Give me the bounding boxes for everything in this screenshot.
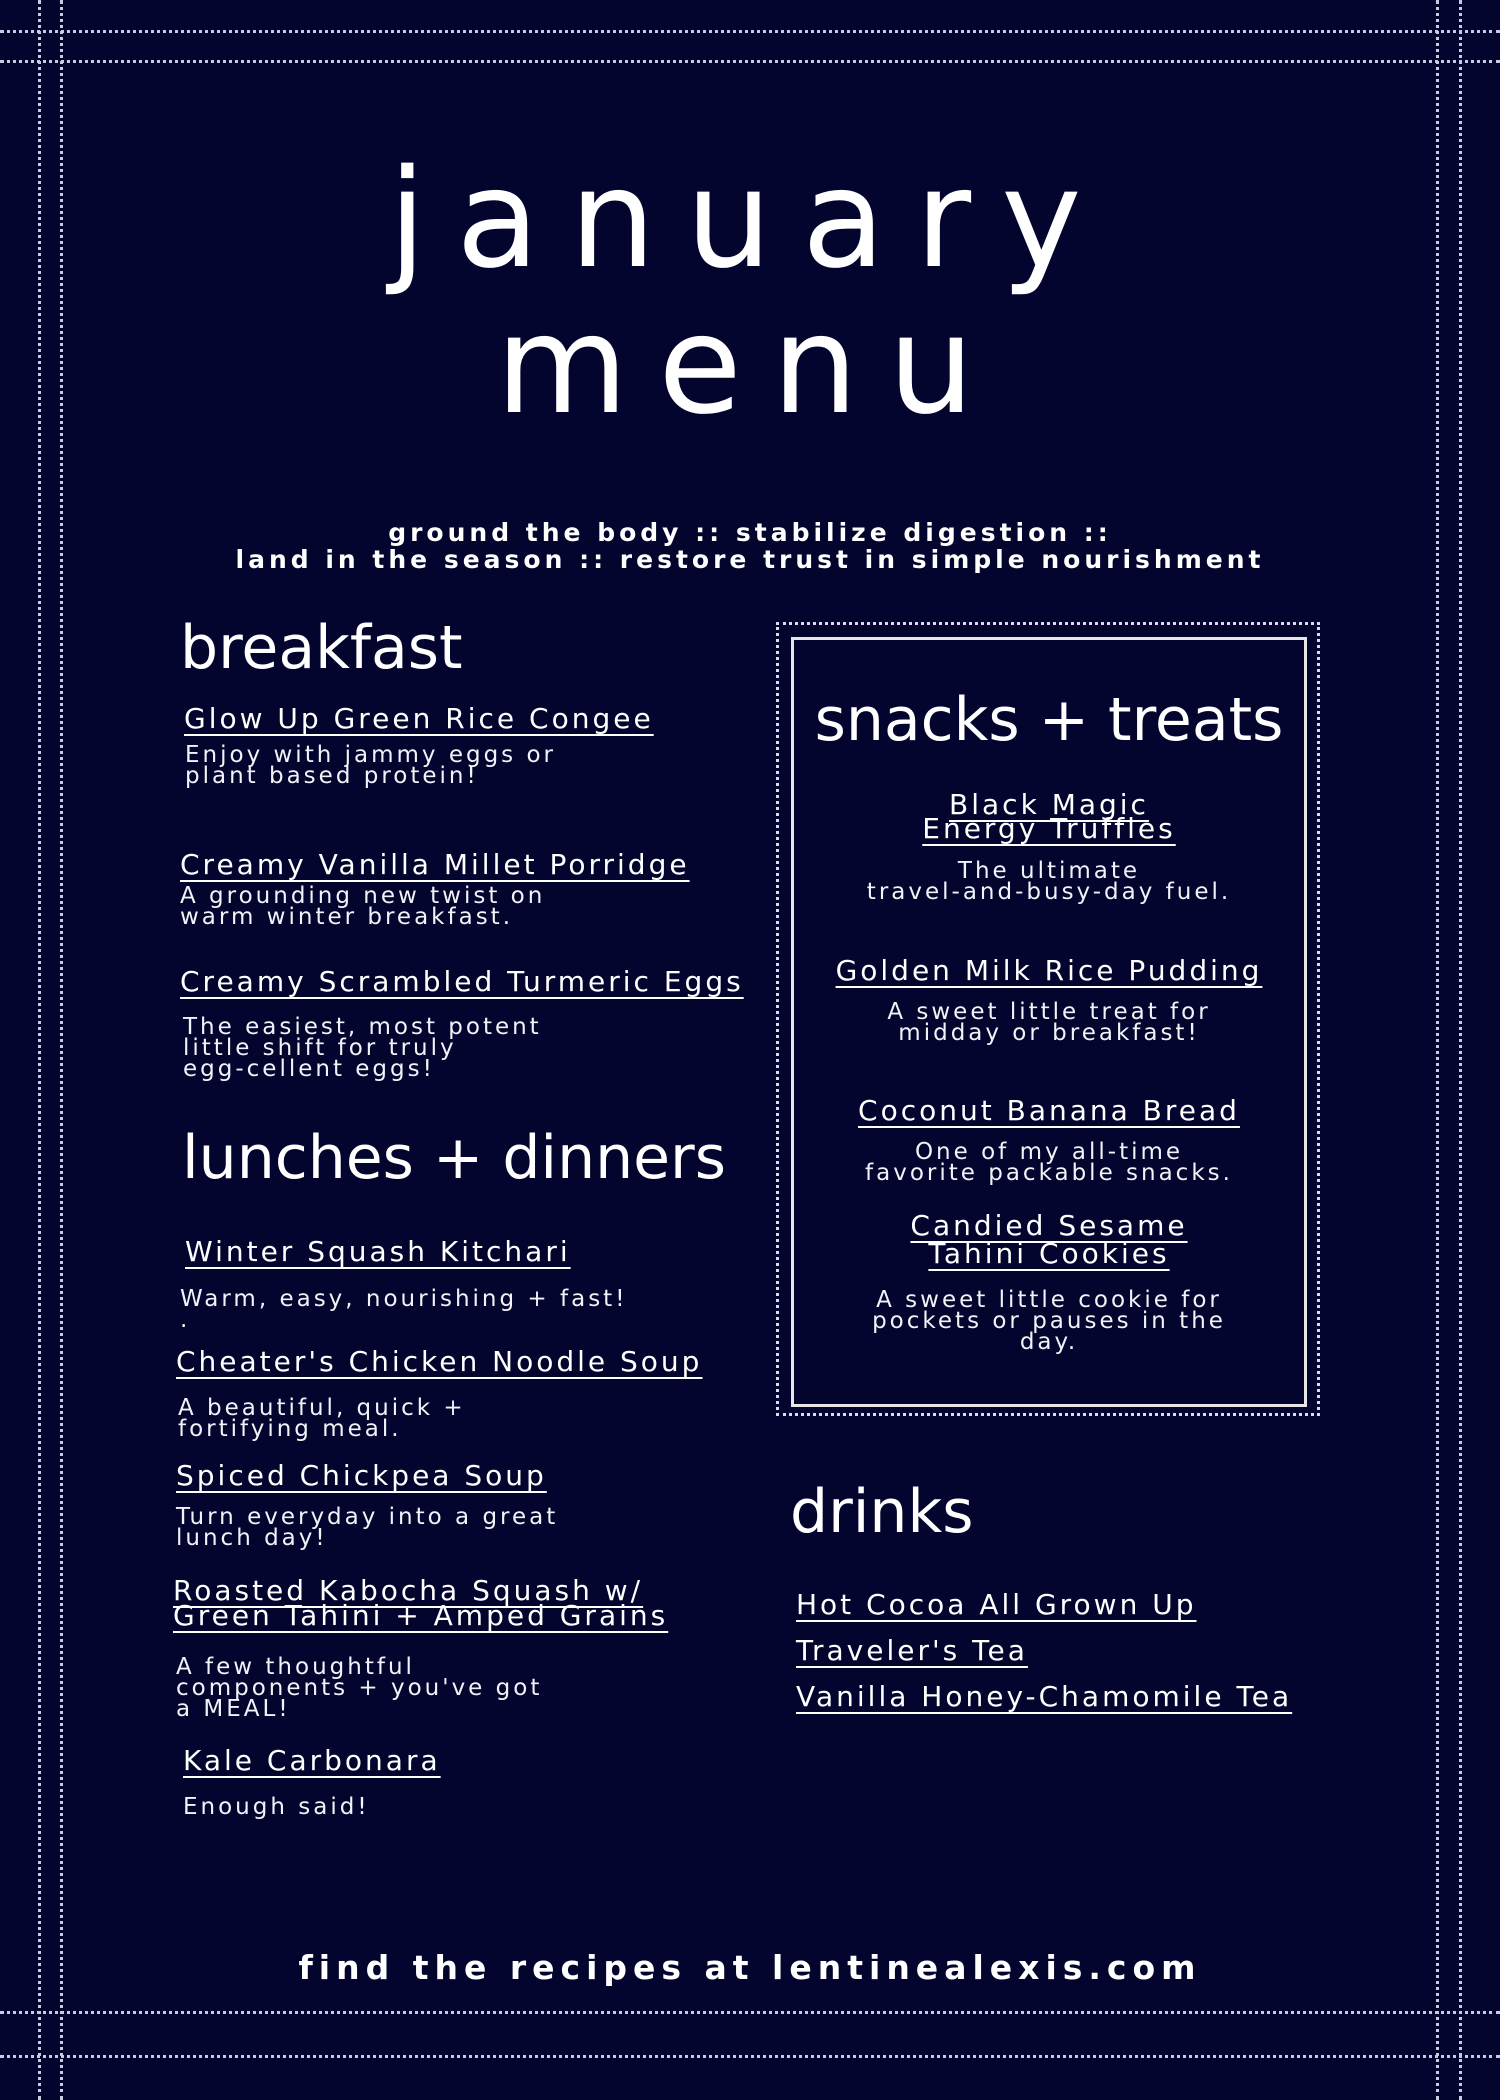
breakfast-item-desc: The easiest, most potent little shift for truly egg-cellent eggs! — [183, 1014, 542, 1082]
lunch-item-title[interactable]: Green Tahini + Amped Grains — [173, 1599, 669, 1632]
breakfast-item-desc: Enjoy with jammy eggs or plant based protein! — [185, 742, 556, 789]
lunch-item-desc: Enough said! — [183, 1794, 370, 1820]
lunch-item-title[interactable]: Roasted Kabocha Squash w/ — [173, 1574, 644, 1607]
snack-item-desc: A sweet little treat for midday or breakfast! — [887, 999, 1211, 1046]
drinks-heading: drinks — [790, 1477, 974, 1547]
frame-line-top-2 — [0, 60, 1500, 63]
snack-item-desc: The ultimate travel-and-busy-day fuel. — [866, 858, 1232, 905]
lunch-item-desc: A few thoughtful components + you've got a MEAL! — [176, 1654, 543, 1722]
lunch-item-title[interactable]: Kale Carbonara — [183, 1744, 441, 1777]
drink-item-title[interactable]: Traveler's Tea — [796, 1634, 1028, 1667]
snack-item-desc: One of my all-time favorite packable snacks. — [865, 1139, 1233, 1186]
lunch-item-desc: Turn everyday into a great lunch day! — [176, 1504, 559, 1551]
snack-item-title[interactable]: Coconut Banana Bread — [858, 1094, 1240, 1127]
drink-item-title[interactable]: Hot Cocoa All Grown Up — [796, 1588, 1197, 1621]
snack-item-title[interactable]: Black Magic — [949, 788, 1149, 821]
subtitle-line2: land in the season :: restore trust in simple nourishment — [235, 545, 1265, 574]
lunch-item-title[interactable]: Spiced Chickpea Soup — [176, 1459, 547, 1492]
snack-item-title[interactable]: Golden Milk Rice Pudding — [835, 954, 1263, 987]
drink-item-title[interactable]: Vanilla Honey-Chamomile Tea — [796, 1680, 1293, 1713]
snack-item-title[interactable]: Energy Truffles — [922, 812, 1176, 845]
snack-item-title[interactable]: Candied Sesame — [910, 1209, 1188, 1242]
lunch-item-desc: Warm, easy, nourishing + fast! . — [180, 1286, 628, 1333]
snack-item-title[interactable]: Tahini Cookies — [928, 1237, 1170, 1270]
page-title-line2: menu — [495, 287, 1005, 445]
footer-recipes-link[interactable]: find the recipes at lentinealexis.com — [298, 1948, 1202, 1987]
breakfast-item-title[interactable]: Creamy Scrambled Turmeric Eggs — [180, 965, 744, 998]
subtitle-line1: ground the body :: stabilize digestion :: — [388, 518, 1112, 547]
breakfast-item-title[interactable]: Creamy Vanilla Millet Porridge — [180, 848, 690, 881]
breakfast-item-desc: A grounding new twist on warm winter breakfast. — [180, 883, 546, 930]
frame-line-bottom-2 — [0, 2055, 1500, 2058]
page-title-line1: january — [388, 141, 1112, 299]
lunch-item-title[interactable]: Cheater's Chicken Noodle Soup — [176, 1345, 703, 1378]
lunches-dinners-heading: lunches + dinners — [182, 1123, 726, 1193]
snacks-treats-heading: snacks + treats — [814, 685, 1284, 755]
breakfast-item-title[interactable]: Glow Up Green Rice Congee — [184, 702, 654, 735]
frame-line-bottom-1 — [0, 2011, 1500, 2014]
breakfast-heading: breakfast — [180, 613, 463, 683]
snack-item-desc: A sweet little cookie for pockets or pauses in the day. — [872, 1287, 1226, 1355]
lunch-item-title[interactable]: Winter Squash Kitchari — [185, 1235, 571, 1268]
frame-line-top-1 — [0, 30, 1500, 33]
lunch-item-desc: A beautiful, quick + fortifying meal. — [178, 1395, 466, 1442]
